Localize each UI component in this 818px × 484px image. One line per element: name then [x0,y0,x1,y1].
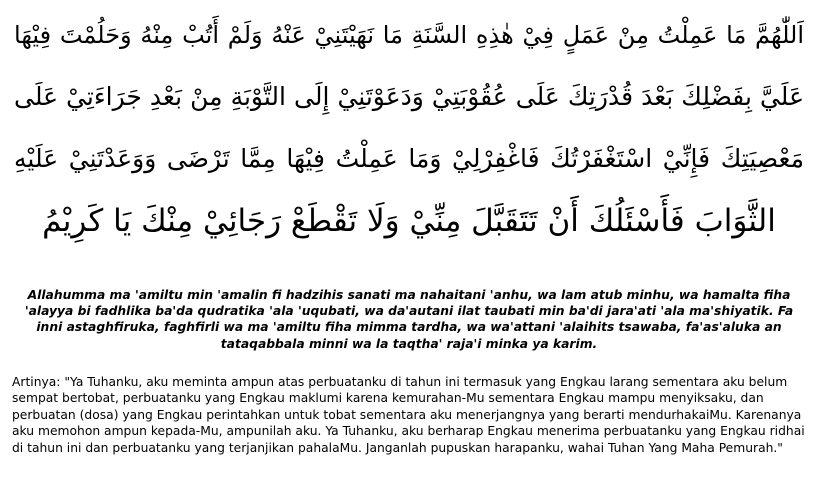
arabic-prayer-text [10,4,808,252]
arabic-line-1: اَللّٰهُمَّ مَا عَمِلْتُ مِنْ عَمَلٍ فِيْ هٰذِهِ السَّنَةِ مَا نَهَيْتَنِيْ عَنْهُ وَلَمْ أَتُبْ مِنْهُ وَحَلُمْتَ فِيْهَا [14,21,804,49]
arabic-line-3: مَعْصِيَتِكَ فَإِنِّيْ اسْتَغْفَرْتُكَ فَاغْفِرْلِيْ وَمَا عَمِلْتُ فِيْهَا مِمَّا تَرْضَى وَوَعَدْتَنِيْ عَلَيْهِ [14,144,804,173]
translation-paragraph: Artinya: "Ya Tuhanku, aku meminta ampun atas perbuatanku di tahun ini termasuk yang Engkau larang sementara aku belum sempat bertobat, perbuatanku yang Engkau maklumi karena kemurahan-Mu sementara Engkau mampu menyiksaku, dan perbuatan (dosa) yang Engkau perintahkan untuk tobat sementara aku menerjangnya yang berarti mendurhakaiMu. Karenanya aku memohon ampun kepada-Mu, ampunilah aku. Ya Tuhanku, aku berharap Engkau menerima perbuatanku yang Engkau ridhai di tahun ini dan perbuatanku yang terjanjikan pahalaMu. Janganlah pupuskan harapanku, wahai Tuhan Yang Maha Pemurah." [12,375,805,455]
arabic-line-2: عَلَيَّ بِفَضْلِكَ بَعْدَ قُدْرَتِكَ عَلَى عُقُوْبَتِيْ وَدَعَوْتَنِيْ إِلَى التَّوْبَةِ مِنْ بَعْدِ جَرَاءَتِيْ عَلَى [14,82,804,111]
arabic-line-4: الثَّوَابَ فَأَسْئَلُكَ أَنْ تَتَقَبَّلَ مِنِّيْ وَلَا تَقْطَعْ رَجَائِيْ مِنْكَ يَا كَرِيْمُ [42,203,776,239]
transliteration-paragraph: Allahumma ma 'amiltu min 'amalin fi hadzihis sanati ma nahaitani 'anhu, wa lam atub minhu, wa hamalta fiha 'alayya bi fadhlika ba'da qudratika 'ala 'uqubati, wa da'autani ilat taubati min ba'di jara'ati 'ala ma'shiyatik. Fa inni astaghfiruka, faghfirli wa ma 'amiltu fiha mimma tardha, wa wa'attani 'alaihits tsawaba, fa'as'aluka an tataqabbala minni wa la taqtha' raja'i minka ya karim. [24,288,794,351]
